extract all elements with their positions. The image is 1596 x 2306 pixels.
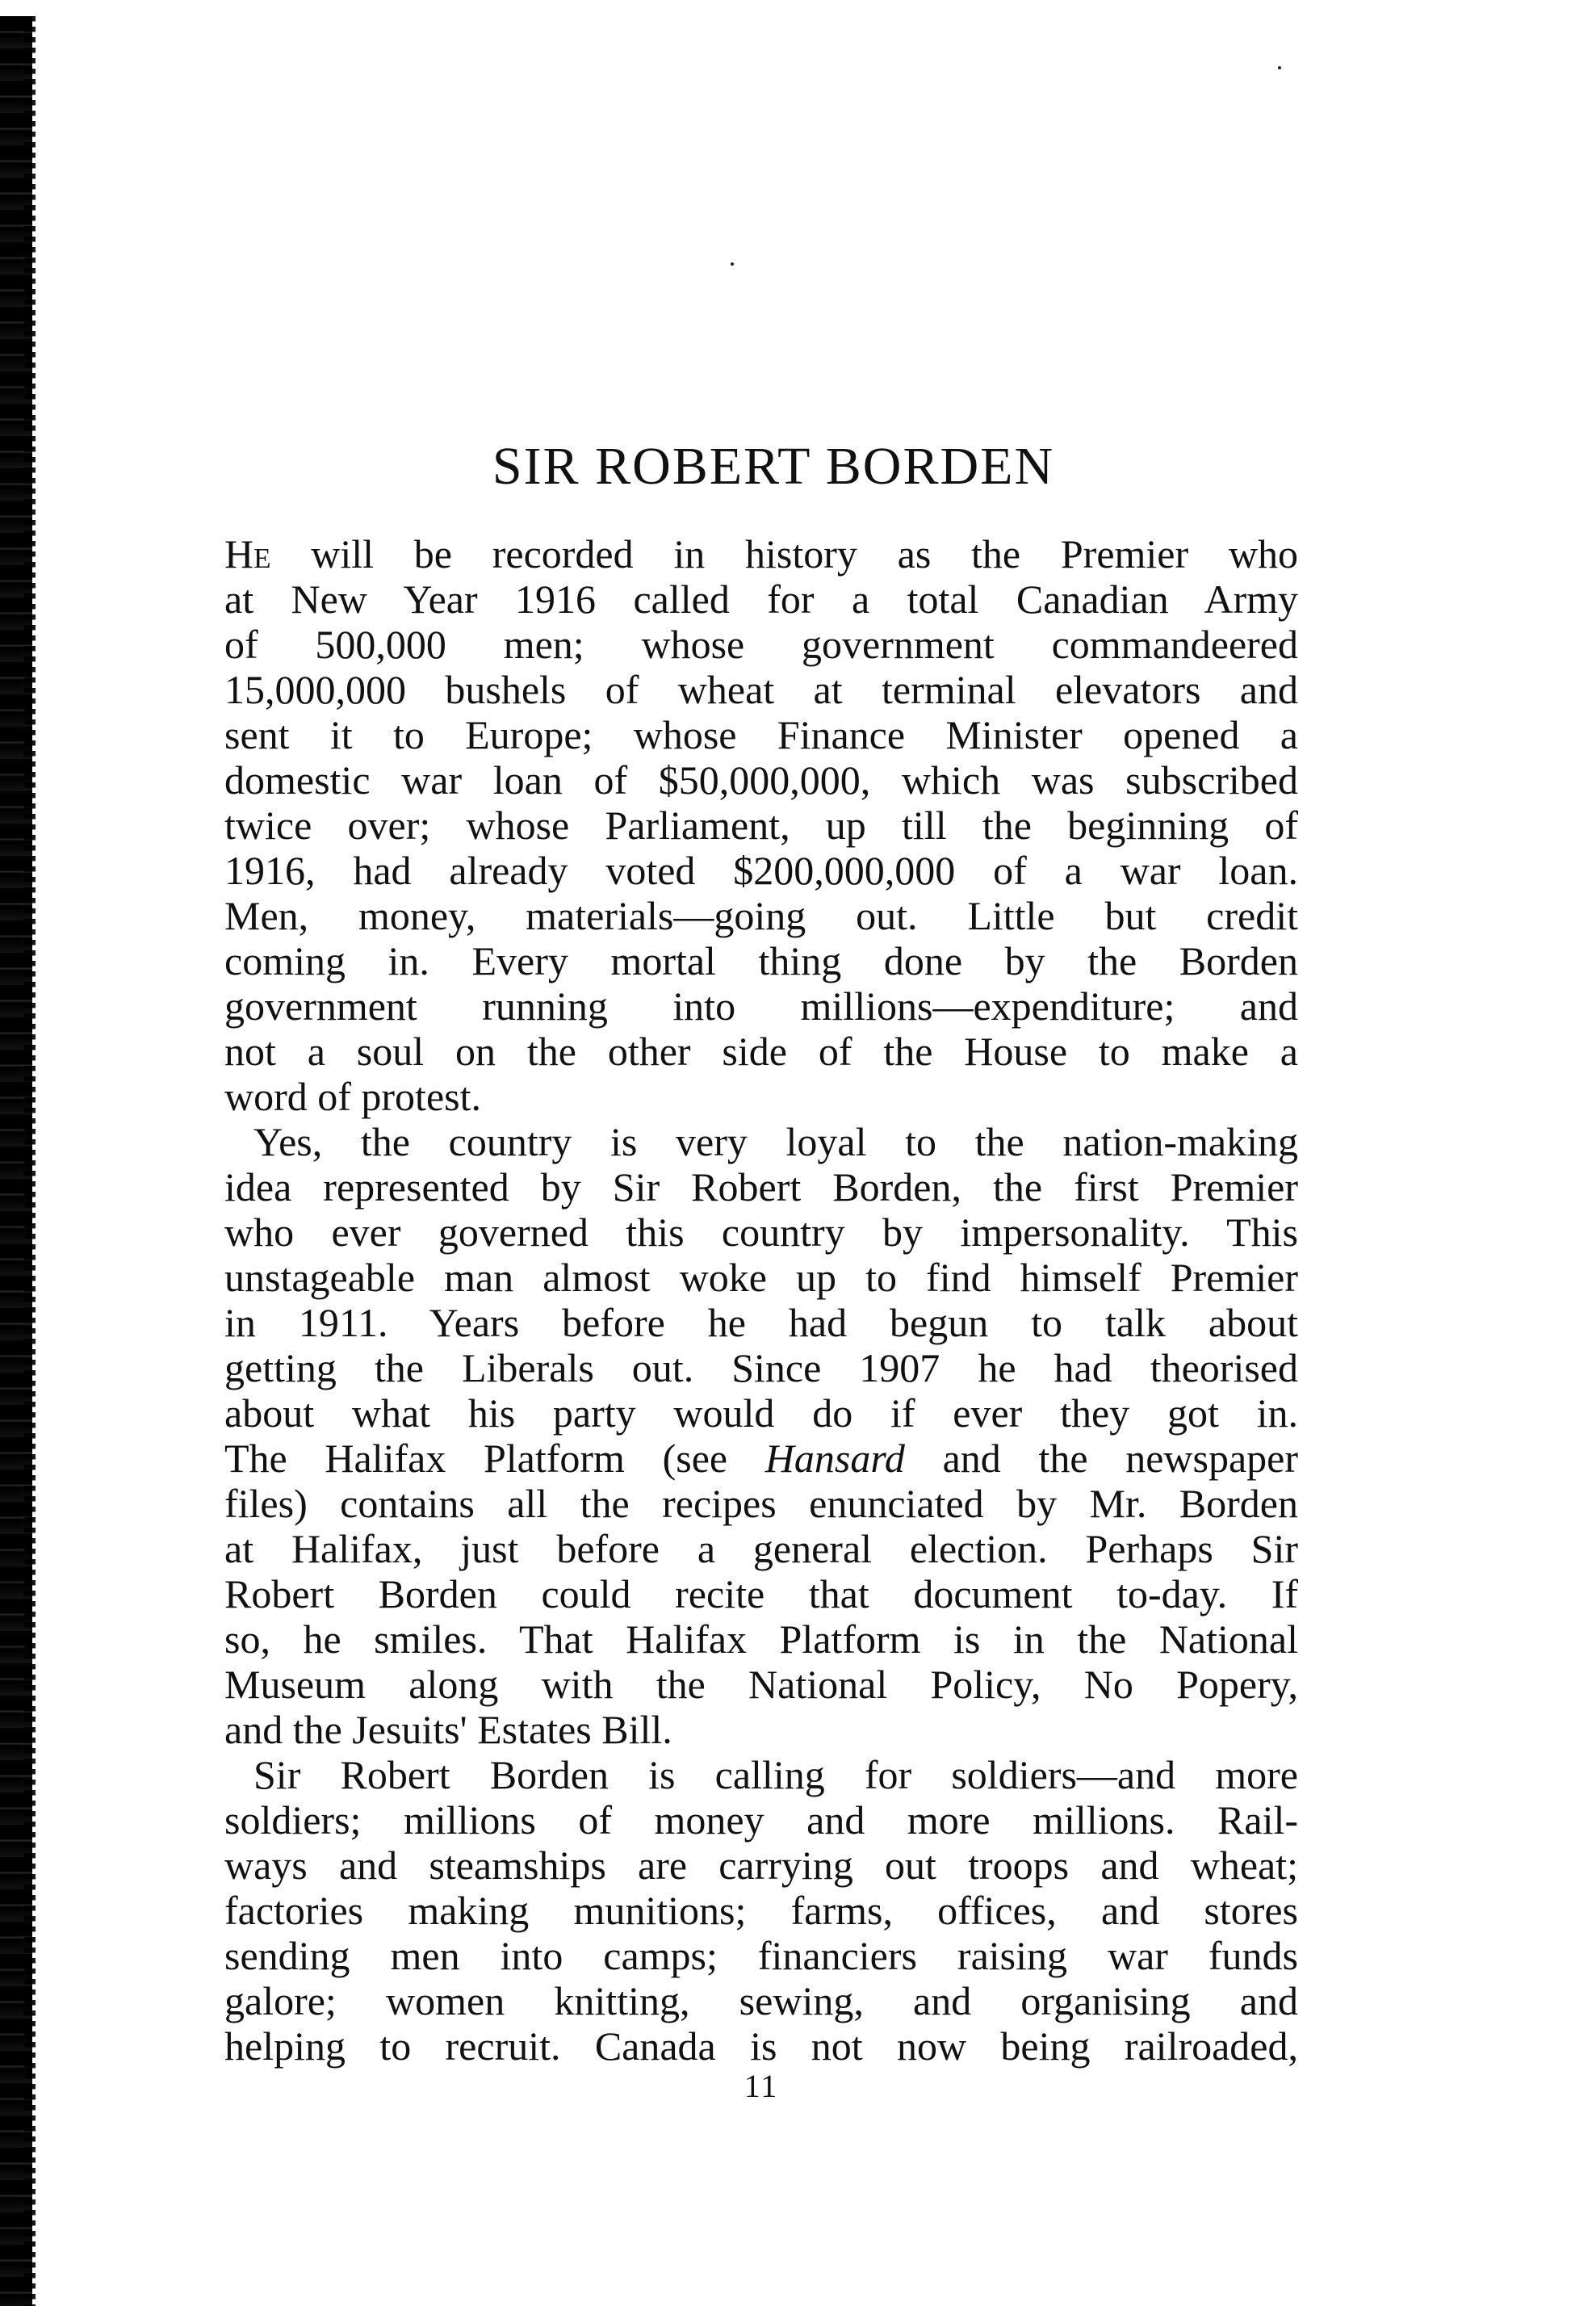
page-number: 11 (744, 2068, 779, 2104)
text-line: not a soul on the other side of the House to make a (224, 1029, 1298, 1074)
text-line: of 500,000 men; whose government commandeered (224, 622, 1298, 667)
scan-speck (731, 262, 734, 266)
text-line: helping to recruit. Canada is not now being railroaded, (224, 2023, 1298, 2069)
chapter-title: SIR ROBERT BORDEN (492, 437, 1055, 496)
text-line: soldiers; millions of money and more millions. Rail- (224, 1797, 1298, 1843)
scanned-binding-edge (0, 16, 32, 2306)
page-text-block (224, 436, 1298, 2104)
text-line: about what his party would do if ever they got in. (224, 1390, 1298, 1436)
text-line: The Halifax Platform (see Hansard and the newspaper (224, 1436, 1298, 1481)
text-line: 1916, had already voted $200,000,000 of a war loan. (224, 848, 1298, 893)
text-line: getting the Liberals out. Since 1907 he had theorised (224, 1345, 1298, 1390)
text-line: sending men into camps; financiers raising war funds (224, 1933, 1298, 1978)
paragraph-1 (224, 531, 1298, 1119)
paragraph-3 (224, 1752, 1298, 2069)
text-line: coming in. Every mortal thing done by the Borden (224, 938, 1298, 983)
text-line: in 1911. Years before he had begun to talk about (224, 1300, 1298, 1345)
text-line: Sir Robert Borden is calling for soldiers—and more (253, 1752, 1298, 1797)
text-line: unstageable man almost woke up to find himself Premier (224, 1255, 1298, 1300)
text-line: domestic war loan of $50,000,000, which was subscribed (224, 757, 1298, 803)
scan-speck (1278, 66, 1281, 69)
text-line: government running into millions—expenditure; and (224, 983, 1298, 1029)
text-line: Museum along with the National Policy, No Popery, (224, 1662, 1298, 1707)
text-line: word of protest. (224, 1074, 481, 1119)
paragraph-2 (224, 1119, 1298, 1752)
text-line: idea represented by Sir Robert Borden, the first Premier (224, 1164, 1298, 1210)
text-line: at Halifax, just before a general election. Perhaps Sir (224, 1526, 1298, 1571)
text-line: He will be recorded in history as the Premier who (224, 531, 1298, 576)
text-line: who ever governed this country by impersonality. This (224, 1210, 1298, 1255)
text-line: Yes, the country is very loyal to the nation-making (253, 1119, 1298, 1164)
text-line: so, he smiles. That Halifax Platform is in the National (224, 1616, 1298, 1662)
text-line: twice over; whose Parliament, up till the beginning of (224, 803, 1298, 848)
text-line: Robert Borden could recite that document to-day. If (224, 1571, 1298, 1616)
text-line: 15,000,000 bushels of wheat at terminal elevators and (224, 667, 1298, 712)
text-line: at New Year 1916 called for a total Canadian Army (224, 576, 1298, 622)
text-line: and the Jesuits' Estates Bill. (224, 1707, 672, 1752)
text-line: files) contains all the recipes enunciated by Mr. Borden (224, 1481, 1298, 1526)
text-line: factories making munitions; farms, offices, and stores (224, 1888, 1298, 1933)
text-line: galore; women knitting, sewing, and organising and (224, 1978, 1298, 2023)
text-line: Men, money, materials—going out. Little but credit (224, 893, 1298, 938)
text-line: ways and steamships are carrying out troops and wheat; (224, 1843, 1298, 1888)
text-line: sent it to Europe; whose Finance Minister opened a (224, 712, 1298, 757)
